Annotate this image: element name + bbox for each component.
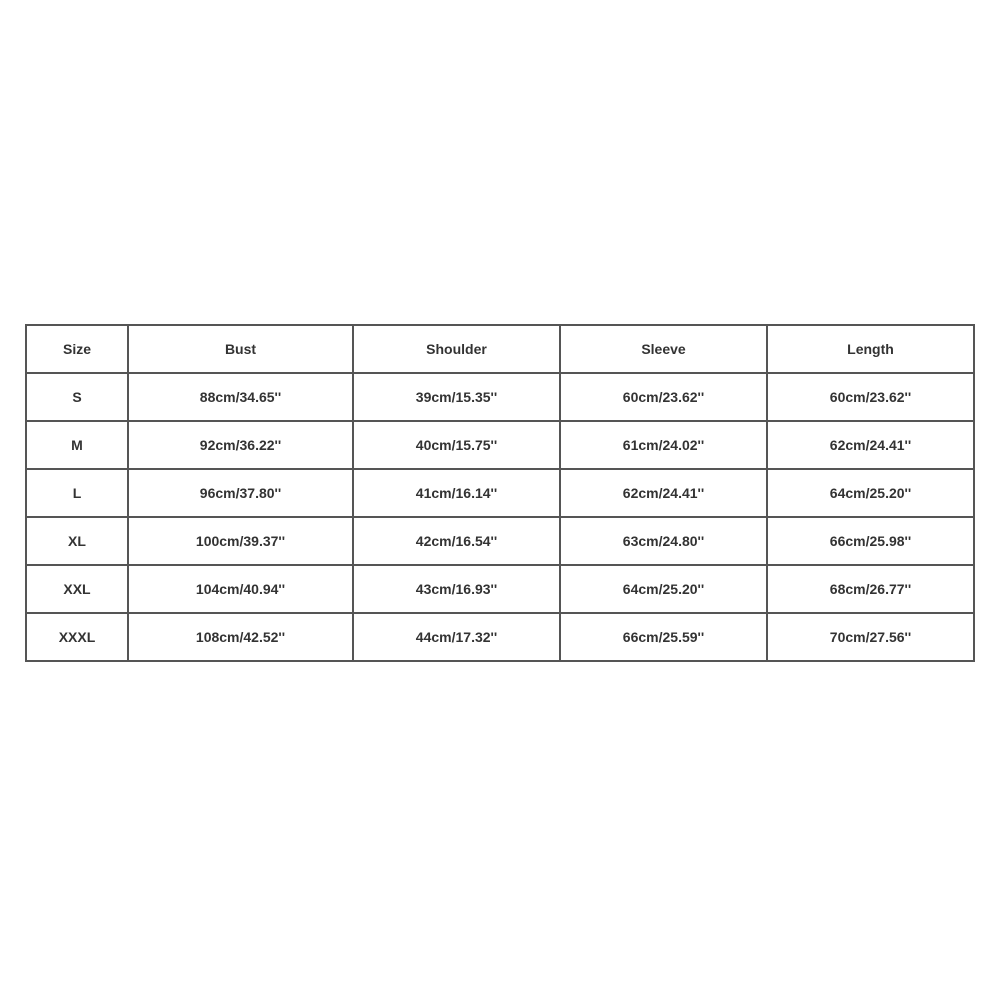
- table-row: [26, 373, 974, 421]
- table-row: [26, 565, 974, 613]
- sleeve-cell: 62cm/24.41'': [560, 469, 767, 517]
- size-cell: L: [26, 469, 128, 517]
- bust-cell: 100cm/39.37'': [128, 517, 353, 565]
- length-cell: 70cm/27.56'': [767, 613, 974, 661]
- shoulder-cell: 41cm/16.14'': [353, 469, 560, 517]
- table-row: [26, 421, 974, 469]
- bust-cell: 104cm/40.94'': [128, 565, 353, 613]
- sleeve-cell: 66cm/25.59'': [560, 613, 767, 661]
- table-row: [26, 517, 974, 565]
- shoulder-cell: 42cm/16.54'': [353, 517, 560, 565]
- shoulder-cell: 44cm/17.32'': [353, 613, 560, 661]
- bust-cell: 92cm/36.22'': [128, 421, 353, 469]
- header-sleeve: Sleeve: [560, 325, 767, 373]
- bust-cell: 96cm/37.80'': [128, 469, 353, 517]
- size-cell: XXL: [26, 565, 128, 613]
- header-length: Length: [767, 325, 974, 373]
- size-chart-table: [25, 324, 975, 662]
- sleeve-cell: 64cm/25.20'': [560, 565, 767, 613]
- size-cell: XXXL: [26, 613, 128, 661]
- sleeve-cell: 63cm/24.80'': [560, 517, 767, 565]
- bust-cell: 108cm/42.52'': [128, 613, 353, 661]
- sleeve-cell: 60cm/23.62'': [560, 373, 767, 421]
- table-row: [26, 613, 974, 661]
- table-header-row: [26, 325, 974, 373]
- length-cell: 66cm/25.98'': [767, 517, 974, 565]
- sleeve-cell: 61cm/24.02'': [560, 421, 767, 469]
- table-row: [26, 469, 974, 517]
- header-bust: Bust: [128, 325, 353, 373]
- shoulder-cell: 40cm/15.75'': [353, 421, 560, 469]
- length-cell: 62cm/24.41'': [767, 421, 974, 469]
- header-shoulder: Shoulder: [353, 325, 560, 373]
- shoulder-cell: 43cm/16.93'': [353, 565, 560, 613]
- header-size: Size: [26, 325, 128, 373]
- length-cell: 60cm/23.62'': [767, 373, 974, 421]
- size-cell: S: [26, 373, 128, 421]
- shoulder-cell: 39cm/15.35'': [353, 373, 560, 421]
- size-cell: M: [26, 421, 128, 469]
- length-cell: 68cm/26.77'': [767, 565, 974, 613]
- bust-cell: 88cm/34.65'': [128, 373, 353, 421]
- size-cell: XL: [26, 517, 128, 565]
- length-cell: 64cm/25.20'': [767, 469, 974, 517]
